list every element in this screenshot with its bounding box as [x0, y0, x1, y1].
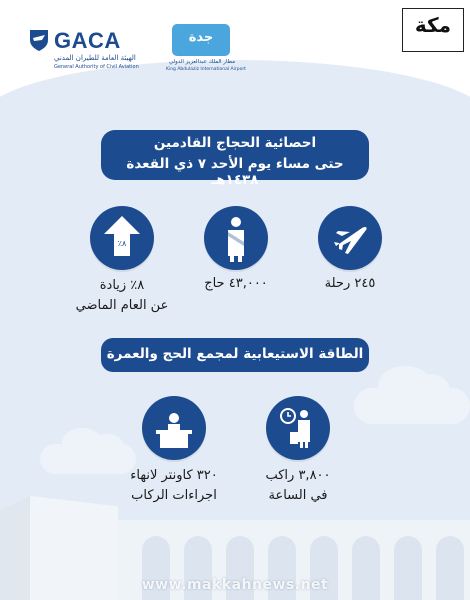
- pilgrims-stats-banner: [101, 130, 369, 188]
- makkah-badge: [402, 8, 464, 52]
- pilgrim-icon: [204, 206, 268, 270]
- increase-stat: [60, 276, 184, 316]
- banner-subtitle: حتى مساء يوم الأحد ٧ ذي القعدة ١٤٣٨هـ: [126, 156, 344, 188]
- counter-desk-icon: [142, 396, 206, 460]
- trips-count: ٢٤٥ رحلة: [324, 276, 376, 291]
- counters-line1: ٣٢٠ كاونتر لانهاء: [130, 468, 218, 483]
- counters-stat: [106, 466, 242, 506]
- gaca-wordmark: GACA: [54, 28, 121, 53]
- airport-name-en: King Abdulaziz International Airport: [166, 67, 246, 72]
- capacity-banner: [101, 338, 369, 372]
- increase-line2: عن العام الماضي: [75, 298, 169, 313]
- banner-title: احصائية الحجاج القادمين: [153, 135, 317, 151]
- counters-line2: اجراءات الركاب: [131, 488, 217, 503]
- gaca-emblem-icon: [28, 28, 50, 52]
- airport-logo-text: جدة: [188, 30, 214, 45]
- airport-logo-badge: [172, 24, 230, 56]
- airport-name-ar: مطار الملك عبدالعزيز الدولي: [168, 59, 236, 65]
- gaca-name-en: General Authority of Civil Aviation: [54, 64, 139, 70]
- pilgrims-count: ٤٣,٠٠٠ حاج: [204, 276, 268, 291]
- capacity-line2: في الساعة: [268, 488, 328, 503]
- up-arrow-icon: [90, 206, 154, 270]
- capacity-stat: [248, 466, 348, 506]
- airplane-icon: [318, 206, 382, 270]
- capacity-line1: ٣,٨٠٠ راكب: [265, 468, 331, 483]
- increase-line1: ٨٪ زيادة: [99, 278, 145, 293]
- cloud-left-puff: [90, 434, 124, 460]
- watermark: www.makkahnews.net: [141, 577, 329, 593]
- gaca-name-ar: الهيئة العامة للطيران المدني: [54, 54, 136, 62]
- clock-pilgrim-icon: [266, 396, 330, 460]
- capacity-banner-title: الطاقة الاستيعابية لمجمع الحج والعمرة: [106, 346, 364, 362]
- makkah-badge-text: مكة: [414, 13, 452, 37]
- arrow-badge-text: ٪٨: [117, 239, 127, 248]
- cloud-right-puff: [410, 374, 450, 408]
